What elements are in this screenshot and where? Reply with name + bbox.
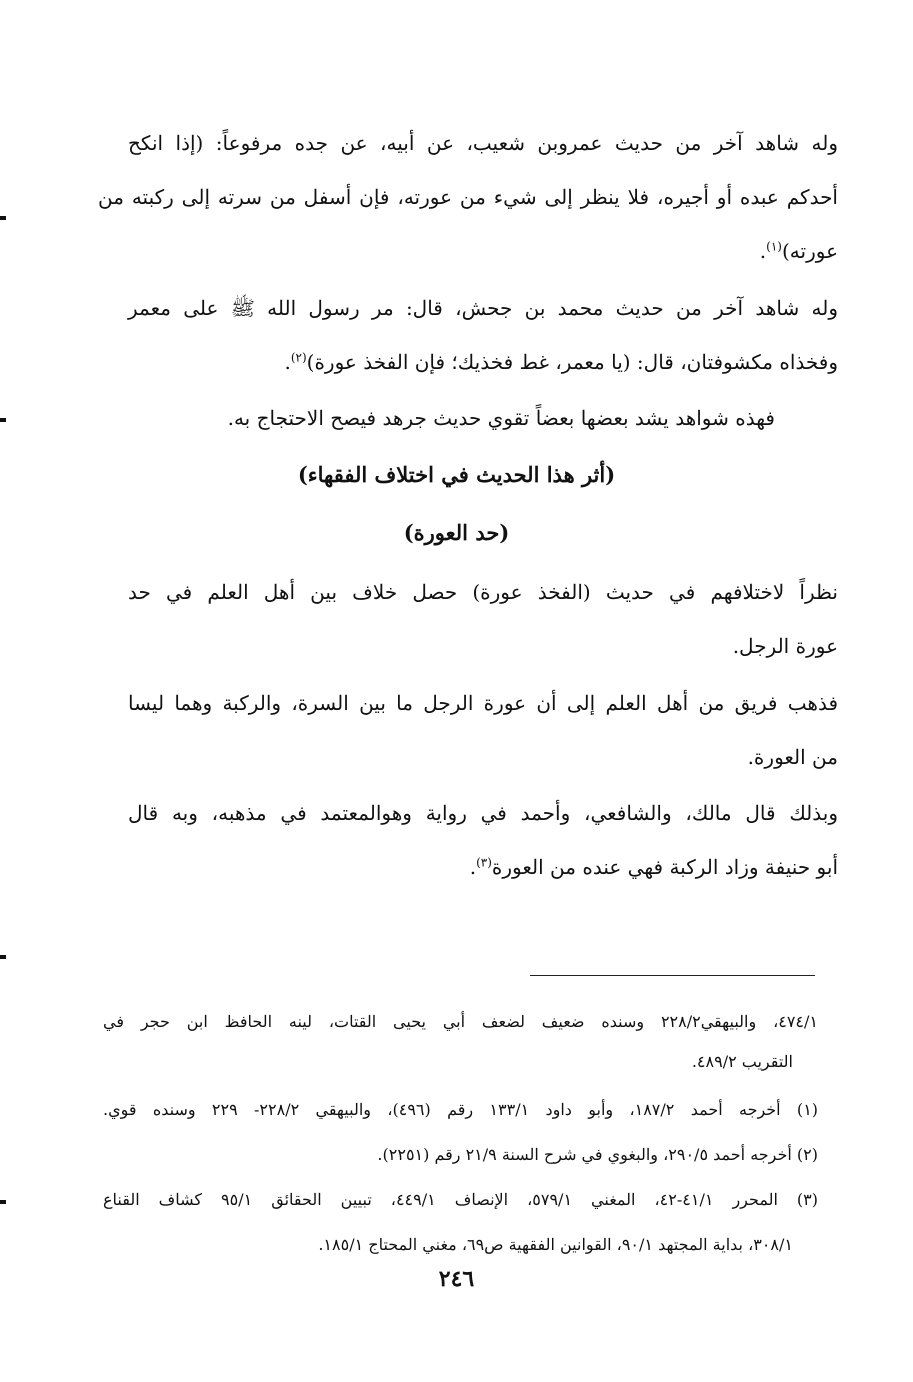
footnote-ref: (٢) [290, 350, 307, 365]
scan-mark [0, 216, 6, 220]
body-line: أحدكم عبده أو أجيره، فلا ينظر إلى شيء من عورته، فإن أسفل من سرته إلى ركبته من [98, 185, 838, 209]
punctuation: . [469, 855, 477, 879]
section-heading: (أثر هذا الحديث في اختلاف الفقهاء) [297, 462, 616, 487]
body-text: عورته) [781, 239, 838, 263]
body-text: أبو حنيفة وزاد الركبة فهي عنده من العورة [491, 855, 838, 879]
body-line: فذهب فريق من أهل العلم إلى أن عورة الرجل ما بين السرة، والركبة وهما ليسا [128, 691, 838, 715]
body-line: عورة الرجل. [732, 634, 838, 658]
body-line: وله شاهد آخر من حديث محمد بن جحش، قال: مر رسول الله ﷺ على معمر [128, 296, 838, 320]
footnote-ref: (٣) [476, 855, 492, 870]
body-line: وبذلك قال مالك، والشافعي، وأحمد في رواية وهوالمعتمد في مذهبه، وبه قال [128, 801, 839, 825]
body-line: فهذه شواهد يشد بعضها بعضاً تقوي حديث جرهد فيصح الاحتجاج به. [227, 406, 775, 430]
footnote-line: ٤٧٤/١، والبيهقي٢٢٨/٢ وسنده ضعيف لضعف أبي يحيى القتات، لينه الحافظ ابن حجر في [103, 1012, 818, 1031]
punctuation: . [759, 239, 767, 263]
punctuation: . [284, 350, 291, 374]
footnote-3-continuation: ٣٠٨/١، بداية المجتهد ٩٠/١، القوانين الفقهية ص٦٩، مغني المحتاج ١٨٥/١. [318, 1235, 793, 1254]
footnote-1: (١) أخرجه أحمد ١٨٧/٢، وأبو داود ١٣٣/١ رقم (٤٩٦)، والبيهقي ٢٢٨/٢- ٢٢٩ وسنده قوي. [103, 1100, 819, 1119]
scan-mark [0, 418, 6, 422]
footnote-line: التقريب ٤٨٩/٢. [691, 1052, 793, 1071]
footnote-3: (٣) المحرر ٤١/١-٤٢، المغني ٥٧٩/١، الإنصاف ٤٤٩/١، تبيين الحقائق ٩٥/١ كشاف القناع [103, 1190, 818, 1209]
page-number: ٢٤٦ [438, 1266, 475, 1292]
scan-mark [0, 1200, 6, 1204]
body-line: من العورة. [747, 745, 838, 769]
body-text: وفخذاه مكشوفتان، قال: (يا معمر، غط فخذيك؛ فإن الفخذ عورة) [306, 350, 838, 374]
footnote-2: (٢) أخرجه أحمد ٢٩٠/٥، والبغوي في شرح السنة ٢١/٩ رقم (٢٢٥١). [377, 1145, 818, 1164]
footnote-ref: (١) [766, 239, 782, 254]
body-line [470, 852, 838, 882]
body-line [284, 347, 838, 377]
body-line: وله شاهد آخر من حديث عمروبن شعيب، عن أبيه، عن جده مرفوعاً: (إذا انكح [128, 131, 838, 155]
scan-mark [0, 955, 6, 959]
subsection-heading: (حد العورة) [403, 520, 510, 545]
body-line [760, 236, 838, 266]
footnote-separator [530, 975, 815, 976]
body-line: نظراً لاختلافهم في حديث (الفخذ عورة) حصل خلاف بين أهل العلم في حد [128, 580, 838, 604]
